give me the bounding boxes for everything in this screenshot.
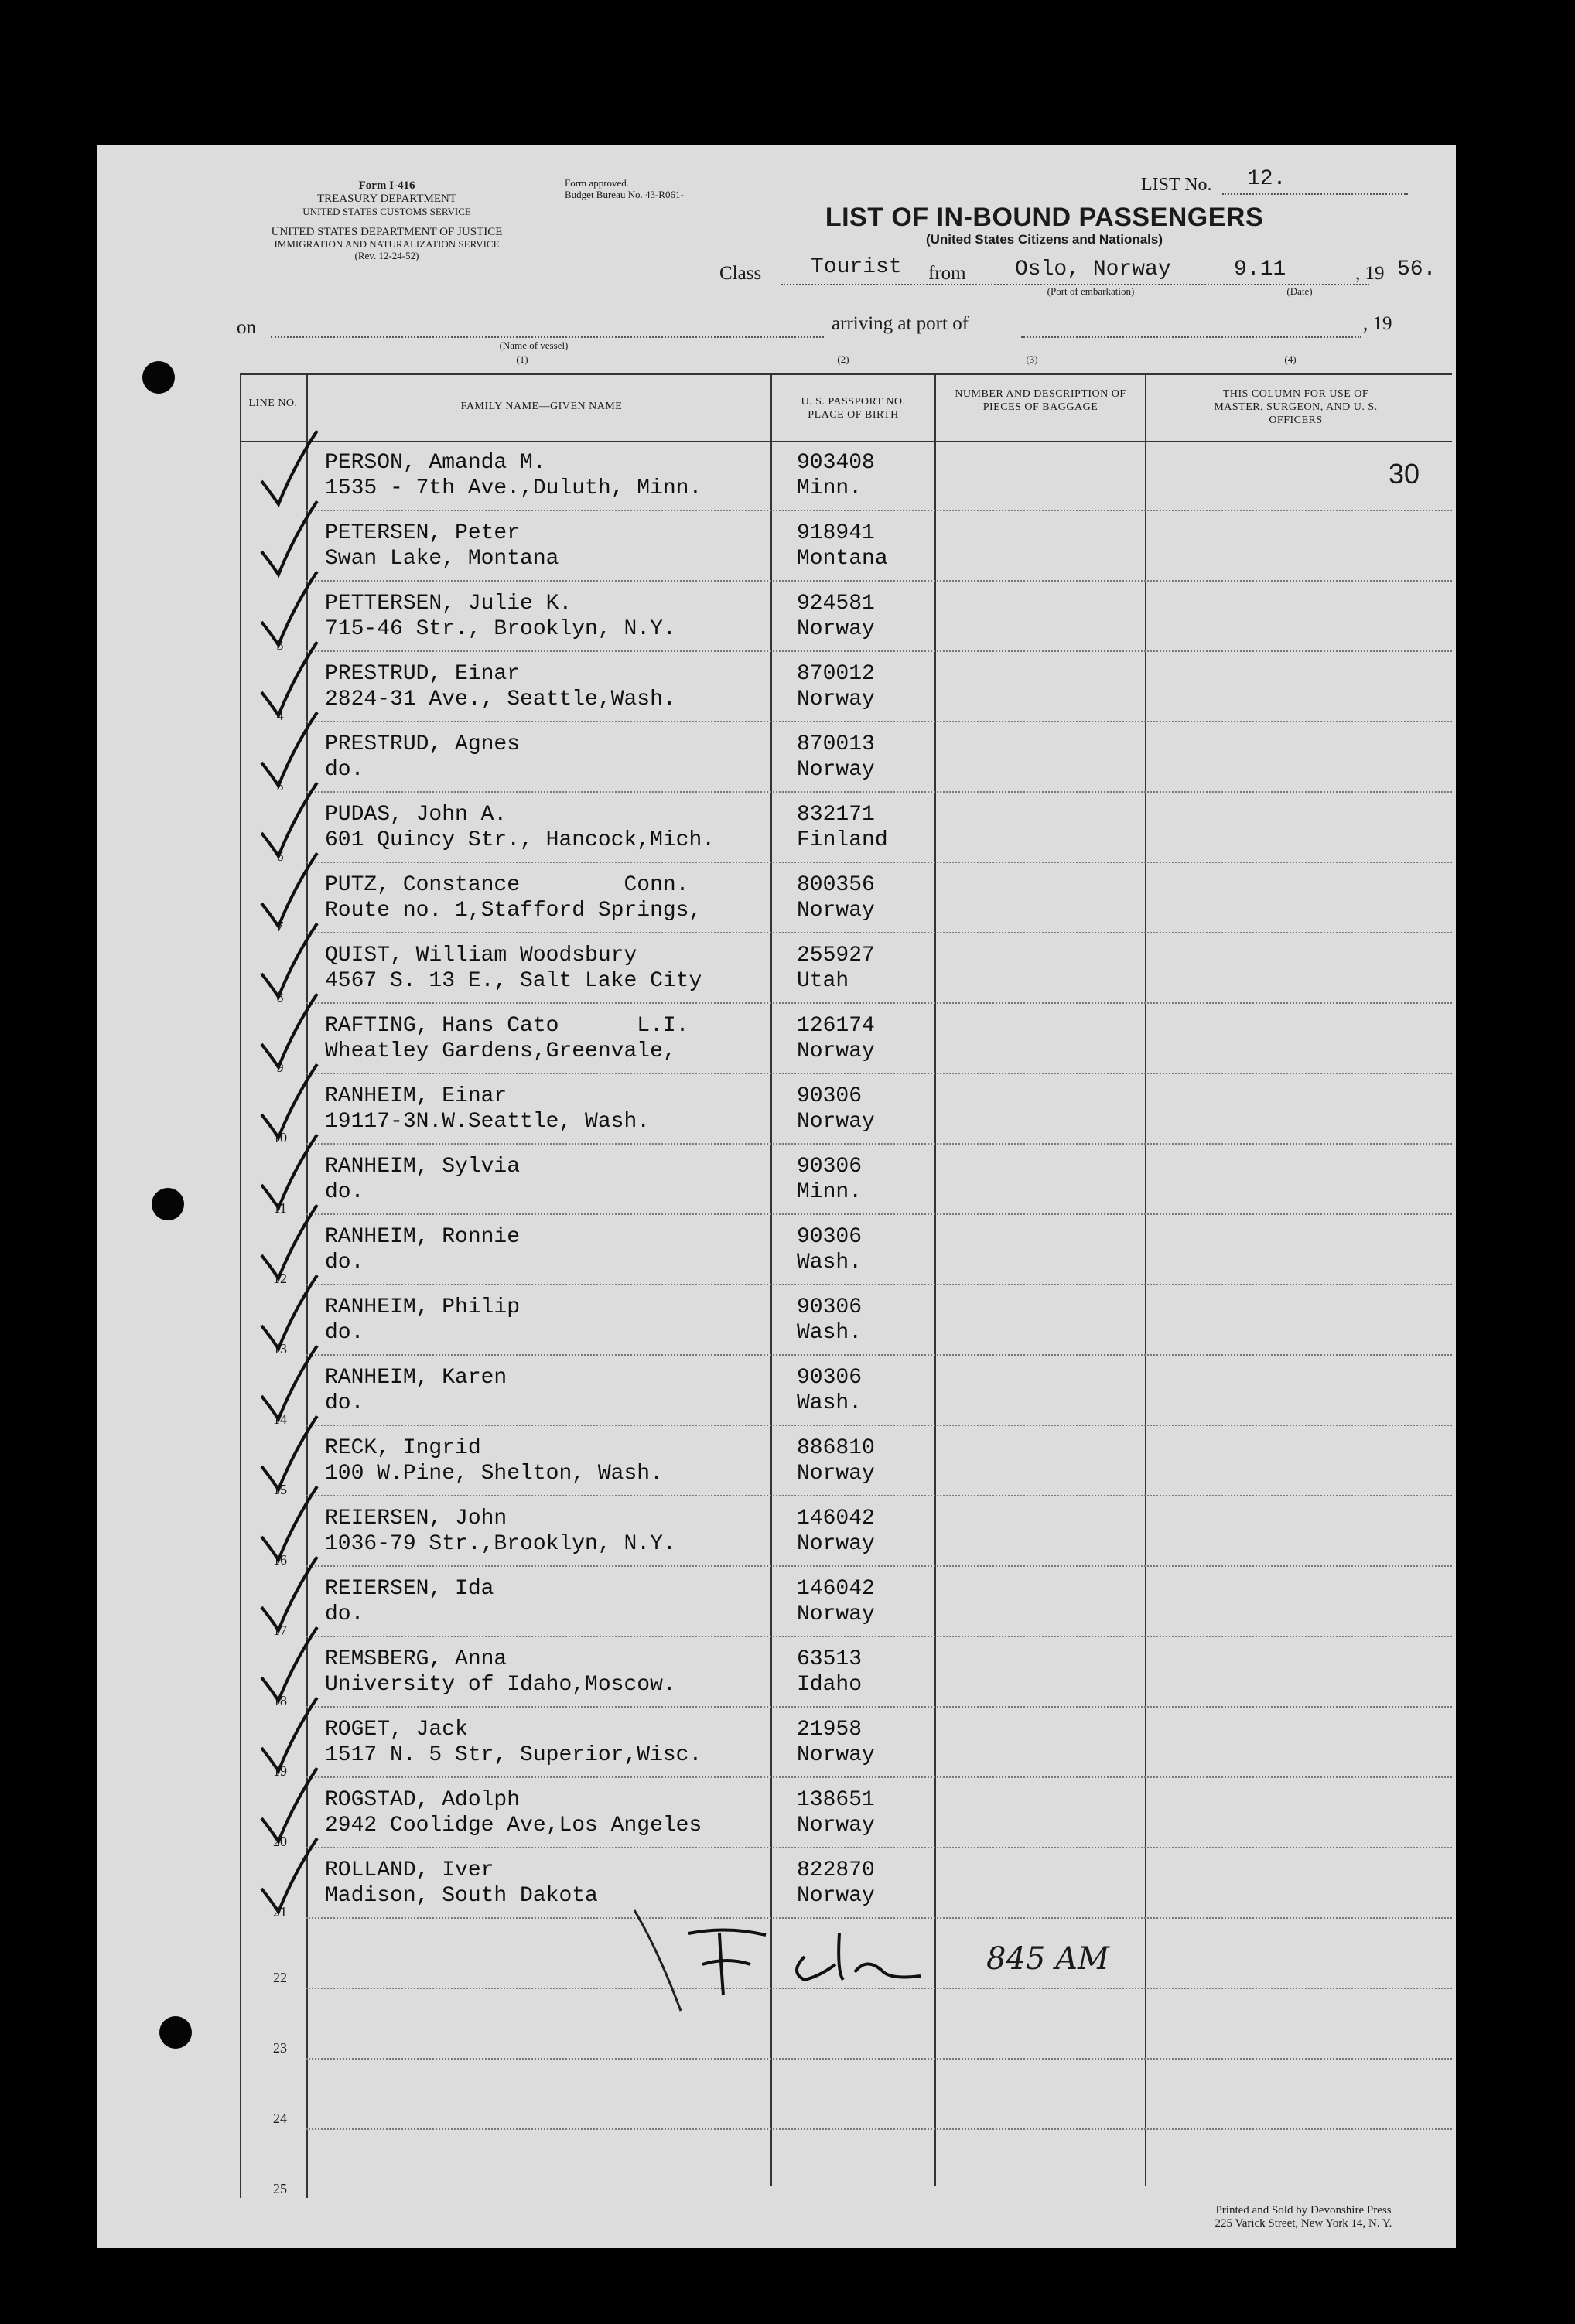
line-number: 14 <box>273 1411 287 1427</box>
ins-label: IMMIGRATION AND NATURALIZATION SERVICE <box>274 238 500 251</box>
line-number: 12 <box>273 1271 287 1286</box>
row-separator <box>306 1213 1452 1215</box>
passenger-address: do. <box>325 1180 364 1204</box>
line-number: 23 <box>273 2040 287 2056</box>
passenger-address: do. <box>325 1391 364 1415</box>
col-name: FAMILY NAME—GIVEN NAME <box>460 401 623 412</box>
table-header-bottom-border <box>240 441 1452 442</box>
col-line-no: LINE NO. <box>248 398 298 409</box>
passenger-name: REMSBERG, Anna <box>325 1647 507 1671</box>
line-number: 8 <box>276 989 284 1005</box>
list-no-line <box>1222 193 1408 195</box>
caption-2: (2) <box>837 353 849 365</box>
passenger-name: ROGSTAD, Adolph <box>325 1788 521 1812</box>
port-caption: (Port of embarkation) <box>1047 285 1135 297</box>
list-no-value: 12. <box>1247 167 1286 191</box>
passenger-address: Route no. 1,Stafford Springs, <box>325 899 702 923</box>
line-number: 21 <box>273 1904 287 1920</box>
passenger-address: 1517 N. 5 Str, Superior,Wisc. <box>325 1743 702 1767</box>
place-of-birth: Wash. <box>797 1391 863 1415</box>
place-of-birth: Norway <box>797 1884 875 1908</box>
caption-4: (4) <box>1284 353 1297 365</box>
row-separator <box>306 650 1452 652</box>
place-of-birth: Minn. <box>797 476 863 500</box>
col-passport: U. S. PASSPORT NO. PLACE OF BIRTH <box>801 396 906 421</box>
passenger-address: 2942 Coolidge Ave,Los Angeles <box>325 1814 702 1838</box>
list-no-label: LIST No. <box>1141 175 1212 195</box>
row-separator <box>306 1565 1452 1567</box>
col-officers: THIS COLUMN FOR USE OF MASTER, SURGEON, AND U. S. OFFICERS <box>1214 388 1378 426</box>
passenger-name: RANHEIM, Einar <box>325 1084 507 1108</box>
port-of-embarkation: Oslo, Norway <box>1015 258 1171 282</box>
passenger-address: 1535 - 7th Ave.,Duluth, Minn. <box>325 476 702 500</box>
row-separator <box>306 1847 1452 1848</box>
line-number: 19 <box>273 1763 287 1779</box>
passport-number: 886810 <box>797 1436 875 1460</box>
form-agency-block <box>232 179 542 217</box>
row-separator <box>306 2058 1452 2060</box>
vessel-line <box>271 336 824 338</box>
passenger-name: REIERSEN, Ida <box>325 1577 494 1601</box>
passenger-name-address <box>325 1154 520 1205</box>
customs-label: UNITED STATES CUSTOMS SERVICE <box>302 205 471 217</box>
passenger-address: 601 Quincy Str., Hancock,Mich. <box>325 828 716 852</box>
signature-time: 845 AM <box>986 1941 1109 1977</box>
year2-prefix: , 19 <box>1363 313 1392 334</box>
place-of-birth: Norway <box>797 758 875 782</box>
printer-line-1: Printed and Sold by Devonshire Press <box>1215 2204 1392 2217</box>
passport-number: 822870 <box>797 1858 875 1882</box>
place-of-birth: Norway <box>797 688 875 712</box>
passenger-name: RANHEIM, Karen <box>325 1366 507 1390</box>
line-number: 6 <box>276 848 284 864</box>
passenger-name: PUDAS, John A. <box>325 803 507 827</box>
passenger-name-address <box>325 1435 663 1486</box>
passenger-name-address <box>325 1013 688 1064</box>
passenger-name: RANHEIM, Sylvia <box>325 1155 521 1179</box>
place-of-birth: Finland <box>797 828 888 852</box>
line-number: 9 <box>276 1060 284 1075</box>
passenger-name-address <box>325 732 520 783</box>
passenger-name: PERSON, Amanda M. <box>325 451 546 475</box>
officer-signature <box>634 1903 1222 2019</box>
passport-place <box>797 1647 862 1698</box>
passenger-name: RANHEIM, Philip <box>325 1295 521 1319</box>
place-of-birth: Minn. <box>797 1180 863 1204</box>
place-of-birth: Wash. <box>797 1251 863 1275</box>
row-separator <box>306 1143 1452 1145</box>
passport-place <box>797 450 875 501</box>
line-number: 7 <box>276 919 284 934</box>
passenger-name-address <box>325 872 702 923</box>
passenger-address: Swan Lake, Montana <box>325 547 559 571</box>
passenger-name: REIERSEN, John <box>325 1507 507 1531</box>
year-value: 56. <box>1397 258 1437 282</box>
passenger-name: RANHEIM, Ronnie <box>325 1225 521 1249</box>
row-separator <box>306 510 1452 511</box>
passenger-name: PUTZ, Constance Conn. <box>325 873 689 897</box>
place-of-birth: Norway <box>797 1462 875 1486</box>
class-value: Tourist <box>811 255 902 279</box>
printer-footer <box>1164 2204 1443 2231</box>
passport-number: 146042 <box>797 1577 875 1601</box>
treasury-label: TREASURY DEPARTMENT <box>316 193 457 206</box>
passport-place <box>797 1084 875 1135</box>
passport-place <box>797 872 875 923</box>
page-title: LIST OF IN-BOUND PASSENGERS <box>825 203 1264 232</box>
justice-block <box>224 226 549 262</box>
passenger-name: RECK, Ingrid <box>325 1436 481 1460</box>
passport-number: 870013 <box>797 732 875 756</box>
passport-number: 90306 <box>797 1084 863 1108</box>
passenger-name: ROGET, Jack <box>325 1718 468 1742</box>
passport-number: 63513 <box>797 1647 863 1671</box>
passenger-name-address <box>325 1295 520 1346</box>
place-of-birth: Montana <box>797 547 888 571</box>
row-separator <box>306 791 1452 793</box>
row-separator <box>306 1636 1452 1637</box>
passenger-name-address <box>325 1787 702 1838</box>
caption-3: (3) <box>1026 353 1038 365</box>
col-baggage: NUMBER AND DESCRIPTION OF PIECES OF BAGGAGE <box>955 388 1126 413</box>
form-number: Form I-416 <box>358 179 415 192</box>
place-of-birth: Norway <box>797 1532 875 1556</box>
passport-place <box>797 661 875 712</box>
place-of-birth: Norway <box>797 1602 875 1626</box>
passenger-address: 19117-3N.W.Seattle, Wash. <box>325 1110 651 1134</box>
place-of-birth: Norway <box>797 1110 875 1134</box>
passenger-address: University of Idaho,Moscow. <box>325 1673 676 1697</box>
passenger-name-address <box>325 1365 507 1416</box>
passenger-address: do. <box>325 758 364 782</box>
line-number: 20 <box>273 1834 287 1849</box>
passport-place <box>797 732 875 783</box>
line-number: 22 <box>273 1970 287 1985</box>
passport-number: 924581 <box>797 592 875 616</box>
passenger-name-address <box>325 450 702 501</box>
line-number: 13 <box>273 1341 287 1357</box>
vessel-caption: (Name of vessel) <box>499 340 569 351</box>
row-separator <box>306 932 1452 933</box>
passport-number: 90306 <box>797 1366 863 1390</box>
place-of-birth: Norway <box>797 617 875 641</box>
place-of-birth: Wash. <box>797 1321 863 1345</box>
passenger-address: Wheatley Gardens,Greenvale, <box>325 1039 676 1063</box>
passport-place <box>797 1506 875 1557</box>
justice-label: UNITED STATES DEPARTMENT OF JUSTICE <box>271 226 503 238</box>
arrival-port-line <box>1021 336 1361 338</box>
passenger-name: PETTERSEN, Julie K. <box>325 592 572 616</box>
passenger-address: 100 W.Pine, Shelton, Wash. <box>325 1462 663 1486</box>
passport-number: 903408 <box>797 451 875 475</box>
passenger-address: do. <box>325 1602 364 1626</box>
row-separator <box>306 1073 1452 1074</box>
passenger-name: PETERSEN, Peter <box>325 521 521 545</box>
line-number: 16 <box>273 1552 287 1568</box>
punch-hole-bottom <box>159 2016 192 2049</box>
row-separator <box>306 721 1452 722</box>
passenger-name-address <box>325 802 715 853</box>
row-separator <box>306 1002 1452 1004</box>
passport-place <box>797 1013 875 1064</box>
punch-hole-top <box>142 361 175 394</box>
passport-number: 918941 <box>797 521 875 545</box>
embark-date: 9.11 <box>1234 258 1286 282</box>
passport-number: 126174 <box>797 1014 875 1038</box>
line-number: 4 <box>276 708 284 723</box>
from-label: from <box>928 263 966 284</box>
row-separator <box>306 580 1452 582</box>
passport-place <box>797 1295 862 1346</box>
passport-number: 90306 <box>797 1295 863 1319</box>
check-mark-icon <box>255 1834 325 1920</box>
row-separator <box>306 2128 1452 2130</box>
passport-number: 800356 <box>797 873 875 897</box>
passenger-address: do. <box>325 1251 364 1275</box>
budget-label: Budget Bureau No. 43-R061- <box>565 188 684 200</box>
passenger-name-address <box>325 1506 676 1557</box>
passenger-address: 1036-79 Str.,Brooklyn, N.Y. <box>325 1532 676 1556</box>
place-of-birth: Utah <box>797 969 849 993</box>
passport-number: 138651 <box>797 1788 875 1812</box>
passport-place <box>797 1576 875 1627</box>
punch-hole-middle <box>152 1188 184 1220</box>
row-separator <box>306 862 1452 863</box>
place-of-birth: Idaho <box>797 1673 863 1697</box>
revision-label: (Rev. 12-24-52) <box>354 250 419 262</box>
line-number: 10 <box>273 1130 287 1145</box>
passport-place <box>797 1154 862 1205</box>
line-number: 18 <box>273 1693 287 1708</box>
passport-place <box>797 1224 862 1275</box>
passport-number: 255927 <box>797 944 875 967</box>
passport-place <box>797 943 875 994</box>
place-of-birth: Norway <box>797 899 875 923</box>
passport-number: 21958 <box>797 1718 863 1742</box>
passport-place <box>797 520 888 572</box>
passenger-name-address <box>325 591 676 642</box>
line-number: 11 <box>273 1200 287 1216</box>
place-of-birth: Norway <box>797 1039 875 1063</box>
passenger-name: RAFTING, Hans Cato L.I. <box>325 1014 689 1038</box>
passenger-address: 715-46 Str., Brooklyn, N.Y. <box>325 617 676 641</box>
page-subtitle: (United States Citizens and Nationals) <box>925 232 1163 247</box>
row-separator <box>306 1495 1452 1496</box>
passenger-name-address <box>325 520 559 572</box>
approval-block <box>565 178 750 201</box>
place-of-birth: Norway <box>797 1814 875 1838</box>
line-number: 25 <box>273 2181 287 2196</box>
line-number: 3 <box>276 637 284 653</box>
passenger-name-address <box>325 943 702 994</box>
line-number: 24 <box>273 2111 287 2126</box>
passenger-name-address <box>325 661 676 712</box>
line-number: 5 <box>276 778 284 793</box>
passport-place <box>797 1435 875 1486</box>
passenger-name-address <box>325 1576 494 1627</box>
caption-1: (1) <box>516 353 528 365</box>
printer-line-2: 225 Varick Street, New York 14, N. Y. <box>1215 2217 1392 2230</box>
row-separator <box>306 1776 1452 1778</box>
passenger-name-address <box>325 1717 702 1768</box>
class-label: Class <box>719 263 762 284</box>
table-left-border <box>240 373 241 2198</box>
passport-place <box>797 802 888 853</box>
passenger-name-address <box>325 1858 598 1909</box>
date-caption: (Date) <box>1286 285 1313 297</box>
passenger-name-address <box>325 1224 520 1275</box>
table-top-border <box>240 373 1452 375</box>
year-prefix: , 19 <box>1355 263 1385 284</box>
passenger-name-address <box>325 1084 650 1135</box>
officer-count: 30 <box>1389 458 1420 490</box>
row-separator <box>306 1706 1452 1708</box>
arriving-label: arriving at port of <box>832 313 969 334</box>
passenger-address: Madison, South Dakota <box>325 1884 598 1908</box>
place-of-birth: Norway <box>797 1743 875 1767</box>
row-separator <box>306 1425 1452 1426</box>
passenger-name-address <box>325 1647 676 1698</box>
passport-place <box>797 1365 862 1416</box>
row-separator <box>306 1284 1452 1285</box>
passport-number: 146042 <box>797 1507 875 1531</box>
passport-place <box>797 1787 875 1838</box>
passport-place <box>797 1858 875 1909</box>
passport-number: 90306 <box>797 1225 863 1249</box>
passport-place <box>797 591 875 642</box>
passport-place <box>797 1717 875 1768</box>
passenger-name: PRESTRUD, Agnes <box>325 732 521 756</box>
passenger-name: ROLLAND, Iver <box>325 1858 494 1882</box>
passenger-name: PRESTRUD, Einar <box>325 662 521 686</box>
approved-label: Form approved. <box>565 177 630 189</box>
line-number: 17 <box>273 1623 287 1638</box>
row-separator <box>306 1354 1452 1356</box>
on-label: on <box>237 317 256 338</box>
passenger-name: QUIST, William Woodsbury <box>325 944 637 967</box>
passport-number: 870012 <box>797 662 875 686</box>
passenger-address: 4567 S. 13 E., Salt Lake City <box>325 969 702 993</box>
passenger-address: 2824-31 Ave., Seattle,Wash. <box>325 688 676 712</box>
passport-number: 832171 <box>797 803 875 827</box>
passport-number: 90306 <box>797 1155 863 1179</box>
passenger-address: do. <box>325 1321 364 1345</box>
line-number: 15 <box>273 1482 287 1497</box>
